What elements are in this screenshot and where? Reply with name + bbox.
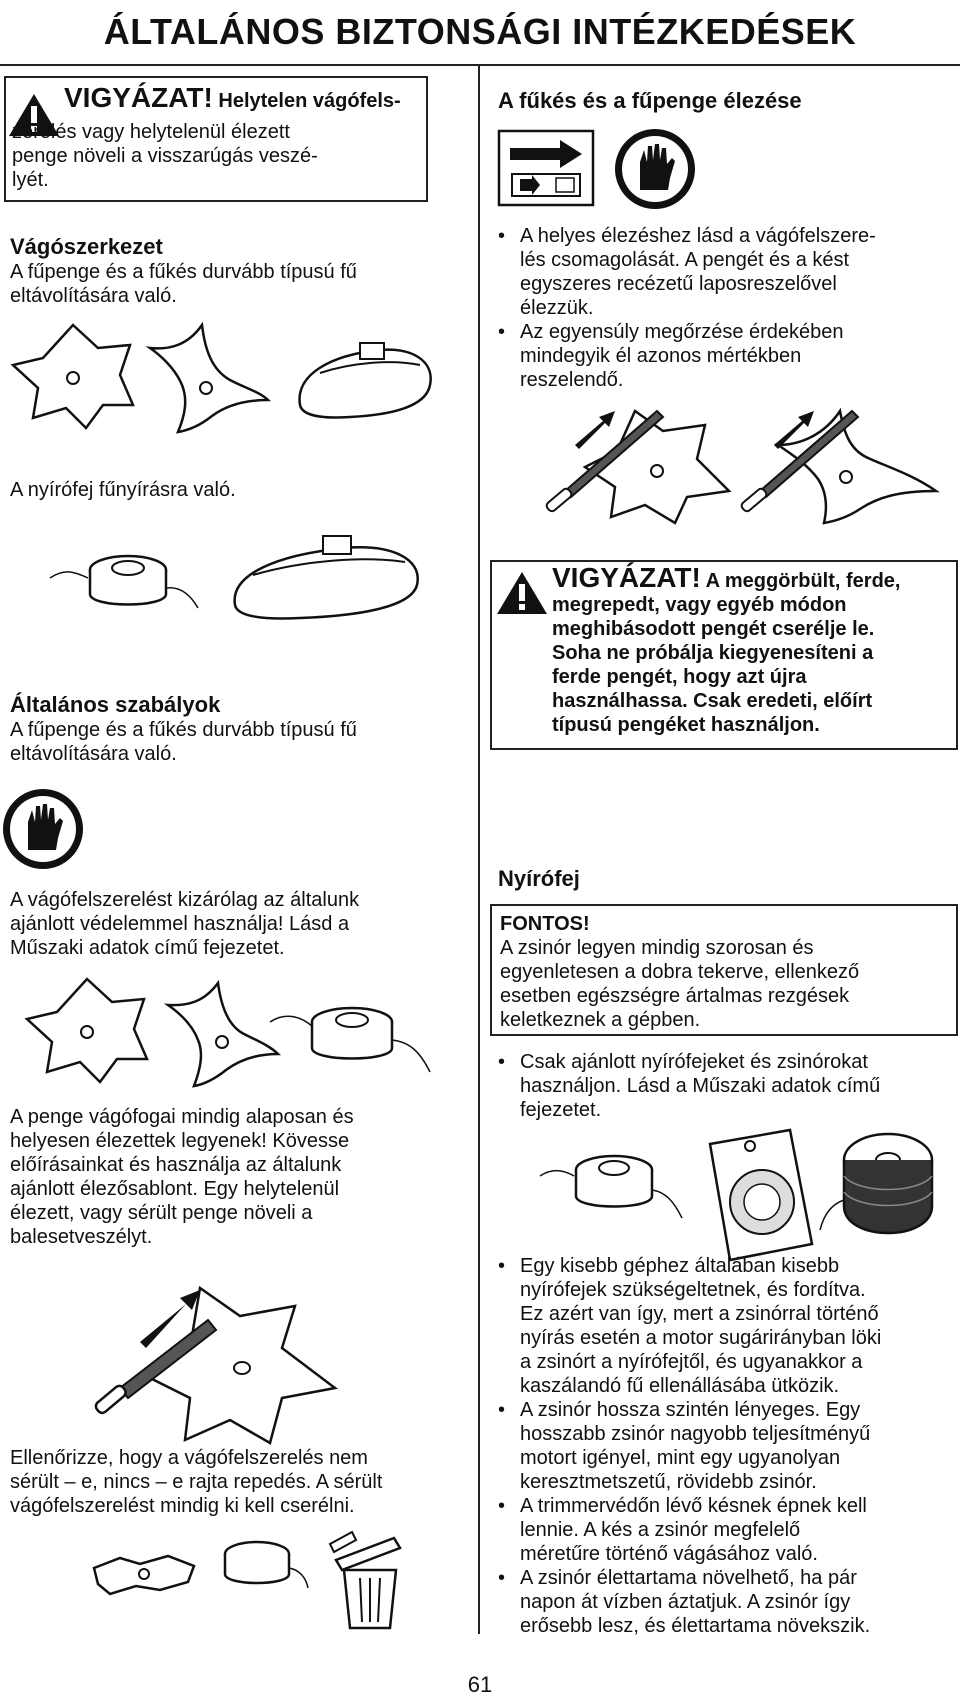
text-line: • A helyes élezéshez lásd a vágófelszere-: [520, 225, 876, 247]
file-four-tooth-blade-illustration: [545, 405, 735, 525]
warning-text: [552, 562, 954, 737]
text-line: nyírás esetén a motor sugárirányban löki: [520, 1327, 882, 1349]
bullet-item: [520, 1398, 948, 1494]
trimmer-line-bullets: [498, 1254, 948, 1638]
text-line: helyesen élezettek legyenek! Kövesse: [10, 1130, 350, 1152]
column-divider: [478, 66, 480, 1634]
three-tooth-blade-illustration-2: [160, 978, 280, 1088]
warning-box-bent-blade: [490, 560, 958, 750]
text-line: • A zsinór hossza szintén lényeges. Egy: [520, 1399, 861, 1421]
text-line: élezett, vagy sérült penge növeli a: [10, 1202, 313, 1224]
damaged-trimmer-head-illustration: [212, 1538, 312, 1598]
section-heading: Általános szabályok: [10, 692, 221, 717]
warning-text: [64, 82, 424, 113]
text-line: • Egy kisebb géphez általában kisebb: [520, 1255, 840, 1277]
text-line: erősebb lesz, és élettartama növekszik.: [520, 1615, 871, 1637]
instruction-arrow-icon: [498, 130, 594, 206]
four-tooth-blade-illustration: [8, 320, 138, 430]
text-line: napon át vízben áztatjuk. A zsinór így: [520, 1591, 851, 1613]
protection-paragraph: [10, 888, 450, 960]
text-line: lés csomagolását. A pengét és a kést: [520, 249, 850, 271]
important-box: [490, 904, 958, 1036]
bullet-item: [520, 1494, 948, 1566]
bullet-item: [520, 1050, 948, 1122]
broken-blade-illustration: [90, 1550, 200, 1600]
bullet-item: [520, 1566, 948, 1638]
page-number: 61: [467, 1672, 493, 1697]
text-line: élezzük.: [520, 297, 594, 319]
section-altalanos: [10, 692, 450, 766]
trimmer-guard-illustration: [225, 530, 425, 620]
warning-line: penge növeli a visszarúgás veszé-: [12, 145, 318, 167]
text-line: ajánlott védelemmel használja! Lásd a: [10, 913, 350, 935]
text-line: ferde pengét, hogy azt újra: [552, 666, 807, 688]
text-line: keletkeznek a gépben.: [500, 1009, 701, 1031]
line-package-illustration: [700, 1124, 820, 1264]
text-line: A vágófelszerelést kizárólag az általunk: [10, 889, 360, 911]
text-line: a zsinórt a nyírófejtől, és ugyanakkor a: [520, 1351, 863, 1373]
page-title: ÁLTALÁNOS BIZTONSÁGI INTÉZKEDÉSEK: [0, 0, 960, 66]
text-line: • A zsinór élettartama növelhető, ha pár: [520, 1567, 857, 1589]
trimmer-head-caption: A nyírófej fűnyírásra való.: [10, 479, 236, 501]
line-spool-illustration: [818, 1130, 938, 1240]
section-vagoszerkezet: [10, 234, 450, 308]
text-line: nyírófejek szükségeltetnek, és fordítva.: [520, 1279, 866, 1301]
file-three-tooth-blade-illustration: [740, 405, 940, 525]
text-line: megrepedt, vagy egyéb módon: [552, 594, 847, 616]
text-line: Ellenőrizze, hogy a vágófelszerelés nem: [10, 1447, 368, 1469]
warning-box-kickback: [4, 76, 428, 202]
text-line: A penge vágófogai mindig alaposan és: [10, 1106, 354, 1128]
text-line: A zsinór legyen mindig szorosan és: [500, 937, 814, 959]
bullet-item: [520, 1254, 948, 1398]
text-line: A fűpenge és a fűkés durvább típusú fű: [10, 261, 357, 283]
text-line: balesetveszélyt.: [10, 1226, 153, 1248]
text-line: Ez azért van így, mert a zsinórral történő: [520, 1303, 879, 1325]
text-line: használjon. Lásd a Műszaki adatok című: [520, 1075, 881, 1097]
glove-icon: [0, 786, 86, 872]
text-line: eltávolítására való.: [10, 285, 177, 307]
text-line: vágófelszerelést mindig ki kell cserélni.: [10, 1495, 355, 1517]
trimmer-head-heading: Nyírófej: [498, 866, 580, 891]
trimmer-head-illustration-3: [540, 1146, 690, 1226]
warning-heading: VIGYÁZAT!: [64, 82, 213, 113]
sharpening-bullets: [498, 224, 938, 392]
trimmer-head-illustration: [50, 548, 200, 618]
three-tooth-blade-illustration: [140, 320, 270, 435]
text-line: • Az egyensúly megőrzése érdekében: [520, 321, 844, 343]
text-line: meghibásodott pengét cserélje le.: [552, 618, 875, 640]
file-sharpening-blade-illustration: [90, 1268, 350, 1448]
warning-triangle-icon: [496, 570, 548, 616]
text-line: egyenletesen a dobra tekerve, ellenkező: [500, 961, 860, 983]
warning-line: zerelés vagy helytelenül élezett: [12, 121, 290, 143]
important-text: [500, 912, 952, 1032]
text-line: méretűre történő vágásához való.: [520, 1543, 818, 1565]
text-line: • Csak ajánlott nyírófejeket és zsinórokat: [520, 1051, 868, 1073]
recommended-heads-bullet: [498, 1050, 948, 1122]
blade-guard-illustration: [290, 335, 440, 425]
trimmer-head-illustration-2: [270, 1000, 440, 1080]
text-line: Soha ne próbálja kiegyenesíteni a: [552, 642, 874, 664]
text-line: egyszeres recézetű laposreszelővel: [520, 273, 837, 295]
warning-first-line: A meggörbült, ferde,: [705, 570, 901, 592]
sharpening-heading: A fűkés és a fűpenge élezése: [498, 88, 802, 113]
text-line: motort igényel, mint egy ugyanolyan: [520, 1447, 841, 1469]
text-line: esetben egészségre ártalmas rezgések: [500, 985, 850, 1007]
blade-sharpening-paragraph: [10, 1105, 450, 1249]
text-line: mindegyik él azonos mértékben: [520, 345, 802, 367]
text-line: sérült – e, nincs – e rajta repedés. A sérült: [10, 1471, 383, 1493]
text-line: keresztmetszetű, rövidebb zsinór.: [520, 1471, 817, 1493]
text-line: ajánlott élezősablont. Egy helytelenül: [10, 1178, 340, 1200]
inspection-paragraph: [10, 1446, 460, 1518]
text-line: reszelendő.: [520, 369, 624, 391]
text-line: használhassa. Csak eredeti, előírt: [552, 690, 873, 712]
text-line: lennie. A kés a zsinór megfelelő: [520, 1519, 801, 1541]
text-line: előírásainkat és használja az általunk: [10, 1154, 342, 1176]
section-heading: Vágószerkezet: [10, 234, 163, 259]
four-tooth-blade-illustration-2: [22, 974, 152, 1084]
text-line: Műszaki adatok című fejezetet.: [10, 937, 285, 959]
text-line: A fűpenge és a fűkés durvább típusú fű: [10, 719, 357, 741]
glove-icon-2: [612, 126, 698, 212]
trash-bin-icon: [330, 1530, 410, 1630]
text-line: hosszabb zsinór nagyobb teljesítményű: [520, 1423, 871, 1445]
warning-first-line: Helytelen vágófels-: [218, 90, 401, 112]
text-line: fejezetet.: [520, 1099, 602, 1121]
warning-body: [12, 120, 422, 192]
warning-heading: VIGYÁZAT!: [552, 562, 701, 593]
text-line: típusú pengéket használjon.: [552, 714, 820, 736]
text-line: eltávolítására való.: [10, 743, 177, 765]
text-line: • A trimmervédőn lévő késnek épnek kell: [520, 1495, 867, 1517]
important-heading: FONTOS!: [500, 913, 590, 935]
bullet-item: [520, 224, 938, 320]
warning-line: lyét.: [12, 169, 49, 191]
text-line: kaszálandó fű ellenállásába ütközik.: [520, 1375, 840, 1397]
bullet-item: [520, 320, 938, 392]
